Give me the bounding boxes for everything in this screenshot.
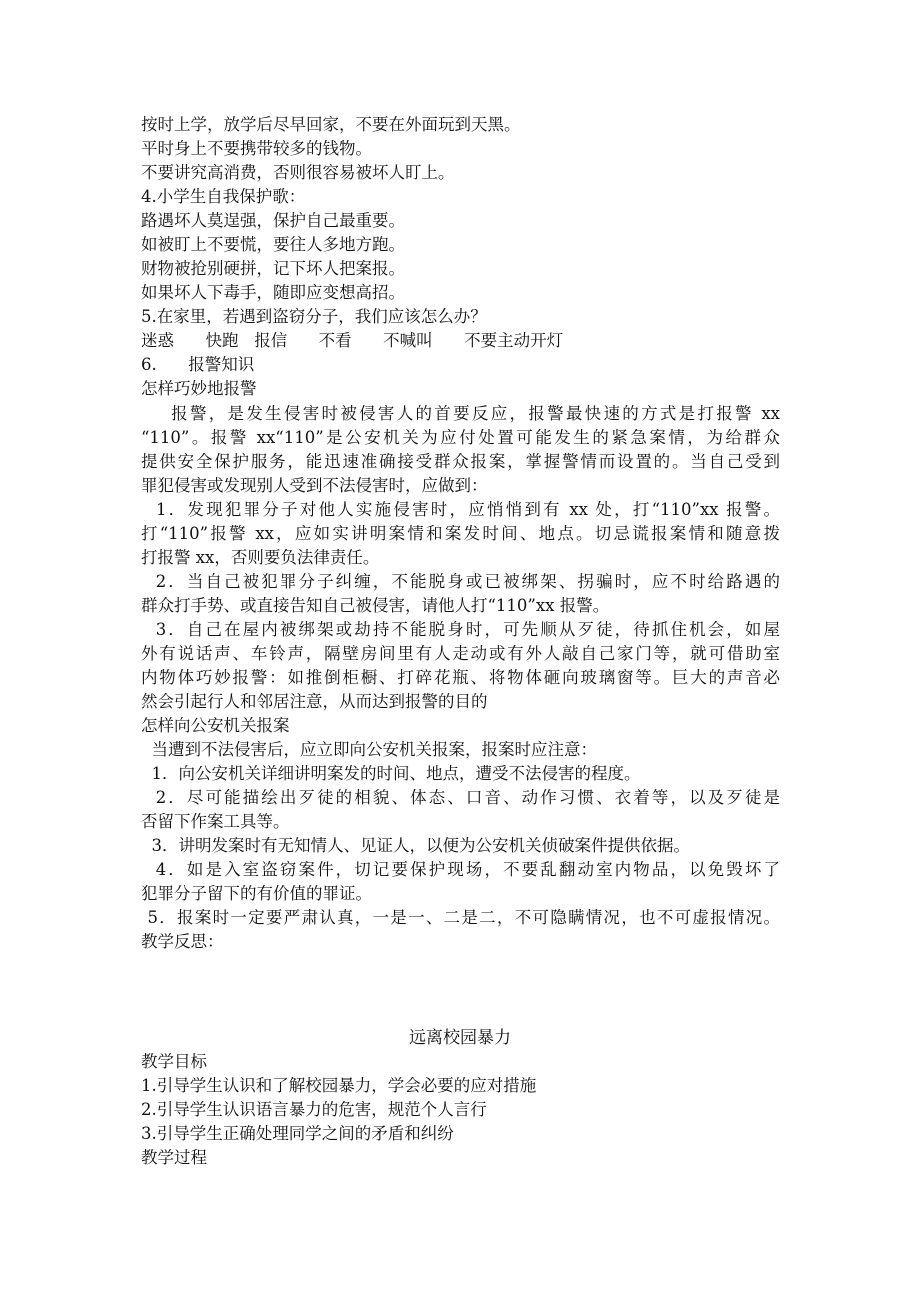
paragraph-line: 否留下作案工具等。 bbox=[141, 812, 290, 831]
section-heading: 6. 报警知识 bbox=[141, 355, 255, 374]
list-item: 2.引导学生认识语言暴力的危害，规范个人言行 bbox=[141, 1100, 487, 1119]
subheading: 教学目标 bbox=[141, 1052, 207, 1071]
list-item: 1.引导学生认识和了解校园暴力，学会必要的应对措施 bbox=[141, 1076, 537, 1095]
paragraph-line: 犯罪分子留下的有价值的罪证。 bbox=[141, 884, 372, 903]
paragraph-line: 3．讲明发案时有无知情人、见证人，以便为公安机关侦破案件提供依据。 bbox=[141, 836, 690, 855]
paragraph-line: 2．当自己被犯罪分子纠缠，不能脱身或已被绑架、拐骗时，应不时给路遇的 bbox=[141, 572, 780, 591]
paragraph-line: 打报警 xx，否则要负法律责任。 bbox=[141, 548, 380, 567]
paragraph-line: 然会引起行人和邻居注意，从而达到报警的目的 bbox=[141, 692, 488, 711]
options-line: 迷惑 快跑 报信 不看 不喊叫 不要主动开灯 bbox=[141, 331, 564, 350]
text-line: 财物被抢别硬拼，记下坏人把案报。 bbox=[141, 259, 405, 278]
paragraph-line: “110”。报警 xx“110”是公安机关为应付处置可能发生的紧急案情，为给群众 bbox=[141, 428, 780, 447]
paragraph-line: 内物体巧妙报警：如推倒柜橱、打碎花瓶、将物体砸向玻璃窗等。巨大的声音必 bbox=[141, 668, 780, 687]
subheading: 教学过程 bbox=[141, 1148, 207, 1167]
paragraph-line: 提供安全保护服务，能迅速准确接受群众报案，掌握警情而设置的。当自己受到 bbox=[141, 452, 780, 471]
lesson-title: 远离校园暴力 bbox=[409, 1028, 511, 1048]
text-line: 不要讲究高消费，否则很容易被坏人盯上。 bbox=[141, 163, 455, 182]
subheading: 怎样向公安机关报案 bbox=[141, 716, 290, 735]
paragraph-line: 3．自己在屋内被绑架或劫持不能脱身时，可先顺从歹徒，待抓住机会，如屋 bbox=[141, 620, 780, 639]
text-line: 如被盯上不要慌，要往人多地方跑。 bbox=[141, 235, 405, 254]
paragraph-line: 1．发现犯罪分子对他人实施侵害时，应悄悄到有 xx 处，打“110”xx 报警。 bbox=[141, 500, 780, 519]
paragraph-line: 5．报案时一定要严肃认真，一是一、二是二，不可隐瞒情况，也不可虚报情况。 bbox=[141, 908, 780, 927]
list-item: 3.引导学生正确处理同学之间的矛盾和纠纷 bbox=[141, 1124, 454, 1143]
paragraph-line: 2．尽可能描绘出歹徒的相貌、体态、口音、动作习惯、衣着等，以及歹徒是 bbox=[141, 788, 780, 807]
paragraph-line: 打“110”报警 xx，应如实讲明案情和案发时间、地点。切忌谎报案情和随意拨 bbox=[141, 524, 780, 543]
text-line: 5.在家里，若遇到盗窃分子，我们应该怎么办？ bbox=[141, 307, 487, 326]
text-line: 如果坏人下毒手，随即应变想高招。 bbox=[141, 283, 405, 302]
text-line: 平时身上不要携带较多的钱物。 bbox=[141, 139, 372, 158]
text-line: 4.小学生自我保护歌： bbox=[141, 187, 306, 206]
paragraph-line: 群众打手势、或直接告知自己被侵害，请他人打“110”xx 报警。 bbox=[141, 596, 610, 615]
paragraph-line: 4．如是入室盗窃案件，切记要保护现场，不要乱翻动室内物品，以免毁坏了 bbox=[141, 860, 780, 879]
subheading: 怎样巧妙地报警 bbox=[141, 379, 257, 398]
text-line: 按时上学，放学后尽早回家，不要在外面玩到天黑。 bbox=[141, 115, 521, 134]
teaching-reflection-label: 教学反思： bbox=[141, 932, 224, 951]
paragraph-line: 罪犯侵害或发现别人受到不法侵害时，应做到： bbox=[141, 476, 488, 495]
paragraph-line: 报警，是发生侵害时被侵害人的首要反应，报警最快速的方式是打报警 xx bbox=[141, 404, 780, 423]
text-line: 路遇坏人莫逞强，保护自己最重要。 bbox=[141, 211, 405, 230]
paragraph-line: 外有说话声、车铃声，隔壁房间里有人走动或有外人敲自己家门等，就可借助室 bbox=[141, 644, 780, 663]
paragraph-line: 1．向公安机关详细讲明案发的时间、地点，遭受不法侵害的程度。 bbox=[141, 764, 641, 783]
paragraph-line: 当遭到不法侵害后，应立即向公安机关报案，报案时应注意： bbox=[141, 740, 597, 759]
